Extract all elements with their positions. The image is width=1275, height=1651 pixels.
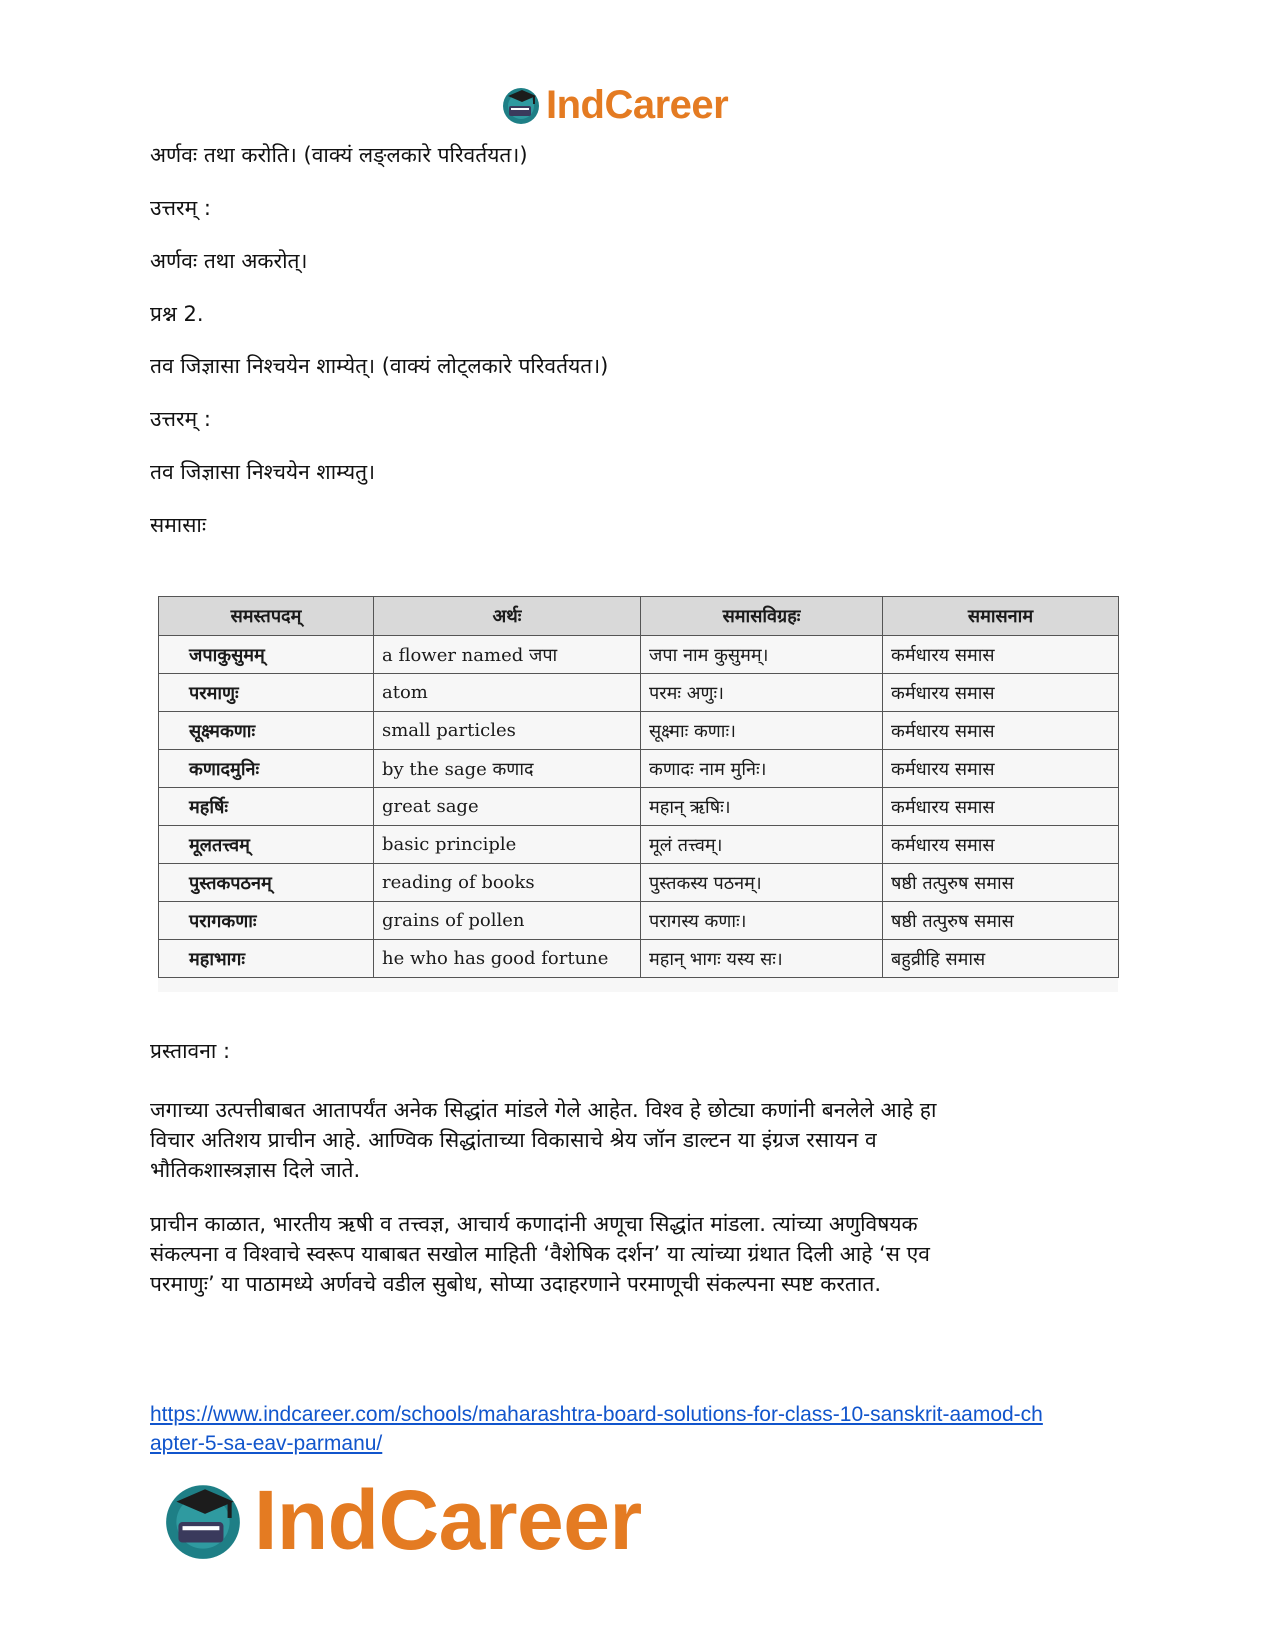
column-header: अर्थः [374, 597, 641, 636]
table-row [159, 636, 1119, 674]
cell-type: बहुव्रीहि समास [883, 940, 1119, 978]
source-link[interactable]: https://www.indcareer.com/schools/maharashtra-board-solutions-for-class-10-sanskrit-aamod-ch [150, 1403, 1043, 1426]
cell-type: कर्मधारय समास [883, 788, 1119, 826]
table-row [159, 902, 1119, 940]
cell-type: कर्मधारय समास [883, 636, 1119, 674]
cell-meaning: reading of books [374, 864, 641, 902]
cell-type: षष्ठी तत्पुरुष समास [883, 864, 1119, 902]
paragraph-line: प्राचीन काळात, भारतीय ऋषी व तत्त्वज्ञ, आचार्य कणादांनी अणूचा सिद्धांत मांडला. त्यांच्या अणुविषयक [150, 1212, 918, 1236]
text-line: अर्णवः तथा करोति। (वाक्यं लङ्लकारे परिवर्तयत।) [150, 143, 528, 167]
cell-meaning: a flower named जपा [374, 636, 641, 674]
paragraph-line: परमाणुः’ या पाठामध्ये अर्णवचे वडील सुबोध, सोप्या उदाहरणाने परमाणूची संकल्पना स्पष्ट करतात. [150, 1272, 881, 1296]
cell-meaning: small particles [374, 712, 641, 750]
intro-paragraph-1 [150, 1095, 1110, 1185]
cell-analysis: मूलं तत्त्वम्। [641, 826, 883, 864]
cell-type: कर्मधारय समास [883, 750, 1119, 788]
table-row [159, 864, 1119, 902]
answer-label: उत्तरम् : [150, 407, 211, 431]
graduation-globe-icon [500, 84, 542, 126]
column-header: समासनाम [883, 597, 1119, 636]
intro-paragraph-2 [150, 1209, 1110, 1299]
intro-heading: प्रस्तावना : [150, 1039, 231, 1063]
table-row [159, 712, 1119, 750]
answer-label [150, 194, 211, 222]
paragraph-line: संकल्पना व विश्वाचे स्वरूप याबाबत सखोल माहिती ‘वैशेषिक दर्शन’ या त्यांच्या ग्रंथात दिली आहे ‘स एव [150, 1242, 930, 1266]
cell-compound: परमाणुः [159, 674, 374, 712]
source-link-continued[interactable]: apter-5-sa-eav-parmanu/ [150, 1432, 383, 1455]
question-label: प्रश्न 2. [150, 302, 204, 326]
section-heading: समासाः [150, 513, 207, 537]
cell-meaning: atom [374, 674, 641, 712]
header-logo [500, 82, 728, 128]
table-row [159, 826, 1119, 864]
cell-compound: जपाकुसुमम् [159, 636, 374, 674]
cell-type: कर्मधारय समास [883, 712, 1119, 750]
paragraph-line: जगाच्या उत्पत्तीबाबत आतापर्यंत अनेक सिद्धांत मांडले गेले आहेत. विश्व हे छोट्या कणांनी बनलेले आहे हा [150, 1098, 937, 1122]
cell-type: कर्मधारय समास [883, 826, 1119, 864]
cell-meaning: by the sage कणाद [374, 750, 641, 788]
cell-meaning: he who has good fortune [374, 940, 641, 978]
cell-analysis: महान् ऋषिः। [641, 788, 883, 826]
answer-text: अर्णवः तथा अकरोत्। [150, 249, 308, 273]
question-text: तव जिज्ञासा निश्चयेन शाम्येत्। (वाक्यं लोट्लकारे परिवर्तयत।) [150, 354, 609, 378]
column-header: समस्तपदम् [159, 597, 374, 636]
table-row [159, 750, 1119, 788]
cell-analysis: कणादः नाम मुनिः। [641, 750, 883, 788]
samasa-table [158, 596, 1119, 978]
answer-label-text: उत्तरम् : [150, 196, 211, 220]
samasa-table-image [158, 596, 1118, 992]
cell-compound: सूक्ष्मकणाः [159, 712, 374, 750]
footer-logo [160, 1472, 642, 1568]
brand-name: IndCareer [254, 1472, 642, 1567]
cell-compound: पुस्तकपठनम् [159, 864, 374, 902]
cell-meaning: basic principle [374, 826, 641, 864]
cell-compound: महर्षिः [159, 788, 374, 826]
cell-compound: कणादमुनिः [159, 750, 374, 788]
cell-analysis: महान् भागः यस्य सः। [641, 940, 883, 978]
table-row [159, 788, 1119, 826]
answer-text: तव जिज्ञासा निश्चयेन शाम्यतु। [150, 460, 376, 484]
cell-compound: महाभागः [159, 940, 374, 978]
cell-compound: मूलतत्त्वम् [159, 826, 374, 864]
table-row [159, 674, 1119, 712]
cell-analysis: जपा नाम कुसुमम्। [641, 636, 883, 674]
brand-name: IndCareer [546, 82, 729, 127]
cell-analysis: सूक्ष्माः कणाः। [641, 712, 883, 750]
cell-analysis: परमः अणुः। [641, 674, 883, 712]
graduation-globe-icon [160, 1477, 246, 1563]
paragraph-line: विचार अतिशय प्राचीन आहे. आण्विक सिद्धांताच्या विकासाचे श्रेय जॉन डाल्टन या इंग्रज रसायन व [150, 1128, 877, 1152]
cell-meaning: great sage [374, 788, 641, 826]
cell-meaning: grains of pollen [374, 902, 641, 940]
cell-compound: परागकणाः [159, 902, 374, 940]
cell-type: कर्मधारय समास [883, 674, 1119, 712]
table-header-row [159, 597, 1119, 636]
column-header: समासविग्रहः [641, 597, 883, 636]
cell-analysis: परागस्य कणाः। [641, 902, 883, 940]
table-row [159, 940, 1119, 978]
cell-type: षष्ठी तत्पुरुष समास [883, 902, 1119, 940]
paragraph-line: भौतिकशास्त्रज्ञास दिले जाते. [150, 1158, 361, 1182]
cell-analysis: पुस्तकस्य पठनम्। [641, 864, 883, 902]
